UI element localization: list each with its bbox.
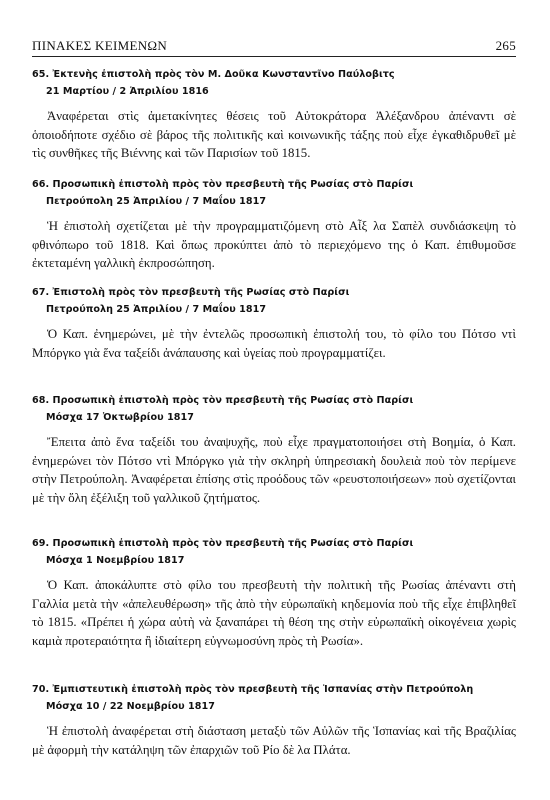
entry-date: Μόσχα 17 Ὀκτωβρίου 1817	[46, 412, 194, 423]
entry-number: 66.	[32, 179, 50, 190]
entry-heading	[32, 681, 516, 698]
entry-number: 65.	[32, 69, 50, 80]
entry-date: 21 Μαρτίου / 2 Ἀπριλίου 1816	[46, 86, 209, 97]
entry-number: 67.	[32, 287, 50, 298]
header-rule	[32, 56, 516, 57]
entry-number: 69.	[32, 538, 50, 549]
entry-69	[32, 535, 516, 650]
entry-65	[32, 66, 516, 163]
entry-67	[32, 284, 516, 362]
entry-date: Πετρούπολη 25 Ἀπριλίου / 7 Μαΐου 1817	[46, 196, 267, 207]
entry-number: 70.	[32, 684, 50, 695]
entry-number: 68.	[32, 395, 50, 406]
entry-summary: Ἔπειτα ἀπὸ ἕνα ταξείδι του ἀναψυχῆς, ποὺ εἶχε πραγματοποιήσει στὴ Βοημία, ὁ Καπ. ἐνημερώνει τὸν Πότσο ντὶ Μπόργκο γιὰ τὴν σκληρὴ ὑπηρεσιακὴ δουλειὰ ποὺ τὸν περίμενε στὴν Πετρούπολη. Ἀναφέρεται ἐπίσης στὶς προόδους τῶν «ρευστοποιήσεων» ποὺ σχετίζονται μὲ τὴν ὅλη ἐξέλιξη τοῦ γαλλικοῦ ζητήματος.	[32, 435, 516, 505]
entry-66	[32, 176, 516, 273]
entry-68	[32, 392, 516, 507]
page-number: 265	[495, 38, 516, 53]
entry-heading	[32, 176, 516, 193]
entry-title: Προσωπικὴ ἐπιστολὴ πρὸς τὸν πρεσβευτὴ τῆς Ρωσίας στὸ Παρίσι	[52, 538, 414, 549]
running-header	[32, 38, 516, 56]
entry-title: Ἐμπιστευτικὴ ἐπιστολὴ πρὸς τὸν πρεσβευτὴ τῆς Ἱσπανίας στὴν Πετρούπολη	[52, 684, 474, 695]
entry-title: Ἐπιστολὴ πρὸς τὸν πρεσβευτὴ τῆς Ρωσίας στὸ Παρίσι	[52, 287, 350, 298]
entry-summary: Ἡ ἐπιστολὴ ἀναφέρεται στὴ διάσταση μεταξὺ τῶν Αὐλῶν τῆς Ἱσπανίας καὶ τῆς Βραζιλίας μὲ ἀφορμὴ τὴν κατάληψη τῶν ἐπαρχιῶν τοῦ Ρίο δὲ λα Πλάτα.	[32, 724, 516, 757]
entry-title: Ἐκτενὴς ἐπιστολὴ πρὸς τὸν Μ. Δοῦκα Κωνσταντῖνο Παύλοβιτς	[52, 69, 395, 80]
entry-summary: Ὁ Καπ. ἀποκάλυπτε στὸ φίλο του πρεσβευτὴ τὴν πολιτικὴ τῆς Ρωσίας ἀπέναντι στὴ Γαλλία μετὰ τὴν «ἀπελευθέρωση» τῆς ἀπὸ τὴν εὐρωπαϊκὴ κηδεμονία ποὺ τῆς εἶχε ἐπιβληθεῖ τὸ 1815. «Πρέπει ἡ χώρα αὐτὴ νὰ ξαναπάρει τὴ θέση της στὴν εὐρωπαϊκὴ οἰκογένεια χωρὶς καμιὰ προτεραιότητα ἢ ἰδιαίτερη εὐγνωμοσύνη πρὸς τὴ Ρωσία».	[32, 578, 516, 648]
entry-summary: Ἡ ἐπιστολὴ σχετίζεται μὲ τὴν προγραμματιζόμενη στὸ Αἶξ λα Σαπὲλ συνδιάσκεψη τὸ φθινόπωρο τοῦ 1818. Καὶ ὅπως προκύπτει ἀπὸ τὸ περιεχόμενο της ὁ Καπ. ἐπιθυμοῦσε ἐκτεταμένη γαλλικὴ ἐκπροσώπηση.	[32, 219, 516, 271]
entry-summary: Ἀναφέρεται στὶς ἀμετακίνητες θέσεις τοῦ Αὐτοκράτορα Ἀλέξανδρου ἀπέναντι σὲ ὁποιοδήποτε σχέδιο σὲ βάρος τῆς πολιτικῆς καὶ κοινωνικῆς τάξης ποὺ εἶχε ἐγκαθιδρυθεῖ μὲ τὶς συνθῆκες τῆς Βιέννης καὶ τῶν Παρισίων τοῦ 1815.	[32, 109, 516, 161]
entry-heading	[32, 66, 516, 83]
entry-summary: Ὁ Καπ. ἐνημερώνει, μὲ τὴν ἐντελῶς προσωπικὴ ἐπιστολή του, τὸ φίλο του Πότσο ντὶ Μπόργκο γιὰ ἕνα ταξείδι ἀνάπαυσης καὶ ὑγείας ποὺ προγραμματίζει.	[32, 327, 516, 360]
entry-date: Πετρούπολη 25 Ἀπριλίου / 7 Μαΐου 1817	[46, 304, 267, 315]
entry-heading	[32, 392, 516, 409]
entry-date: Μόσχα 1 Νοεμβρίου 1817	[46, 555, 185, 566]
entry-heading	[32, 284, 516, 301]
entry-date: Μόσχα 10 / 22 Νοεμβρίου 1817	[46, 701, 215, 712]
entry-70	[32, 681, 516, 759]
entry-heading	[32, 535, 516, 552]
entry-title: Προσωπικὴ ἐπιστολὴ πρὸς τὸν πρεσβευτὴ τῆς Ρωσίας στὸ Παρίσι	[52, 179, 414, 190]
running-title: ΠΙΝΑΚΕΣ ΚΕΙΜΕΝΩΝ	[32, 38, 168, 53]
entry-title: Προσωπικὴ ἐπιστολὴ πρὸς τὸν πρεσβευτὴ τῆς Ρωσίας στὸ Παρίσι	[52, 395, 414, 406]
